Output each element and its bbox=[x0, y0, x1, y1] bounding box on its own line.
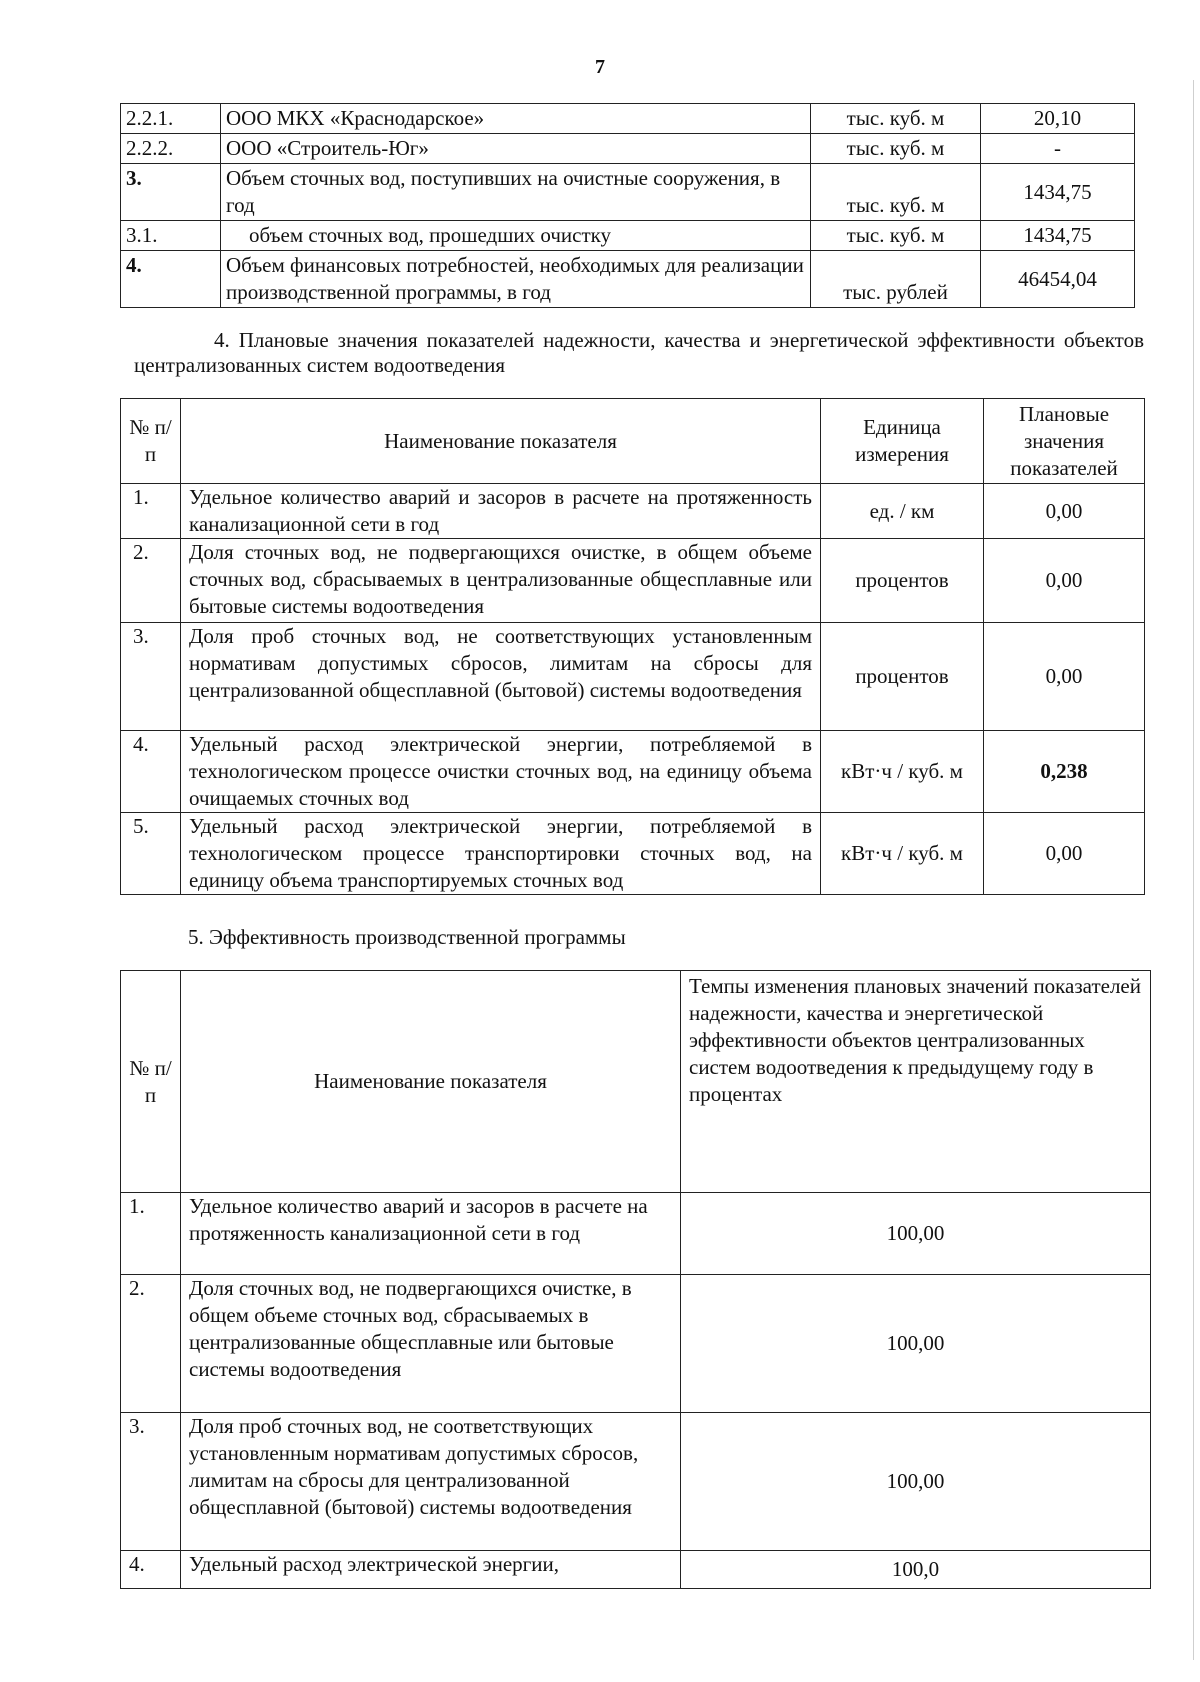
row-name: Удельный расход электрической энергии, потребляемой в технологическом процессе транспортировки сточных вод, на единицу объема транспортируемых сточных вод bbox=[181, 813, 821, 895]
table-row bbox=[121, 731, 1145, 813]
efficiency-table bbox=[120, 970, 1151, 1589]
table-row bbox=[121, 539, 1145, 623]
row-value: 0,238 bbox=[984, 731, 1145, 813]
row-value: 100,00 bbox=[681, 1275, 1151, 1413]
table-row bbox=[121, 1275, 1151, 1413]
row-number: 2.2.2. bbox=[121, 134, 221, 164]
row-value: 46454,04 bbox=[981, 251, 1135, 308]
header-number: № п/п bbox=[121, 399, 181, 484]
row-name: Удельный расход электрической энергии, потребляемой в технологическом процессе очистки сточных вод, на единицу объема очищаемых сточных вод bbox=[181, 731, 821, 813]
scan-edge-line bbox=[1193, 80, 1194, 1660]
row-unit: тыс. куб. м bbox=[811, 134, 981, 164]
table-header-row bbox=[121, 399, 1145, 484]
table-row bbox=[121, 1551, 1151, 1589]
row-number: 4. bbox=[121, 731, 181, 813]
row-value: 100,00 bbox=[681, 1193, 1151, 1275]
table-row bbox=[121, 813, 1145, 895]
row-number: 2.2.1. bbox=[121, 104, 221, 134]
row-name: Доля сточных вод, не подвергающихся очистке, в общем объеме сточных вод, сбрасываемых в централизованные общесплавные или бытовые системы водоотведения bbox=[181, 539, 821, 623]
row-value: 1434,75 bbox=[981, 164, 1135, 221]
row-value: 0,00 bbox=[984, 484, 1145, 539]
table-row bbox=[121, 251, 1135, 308]
row-number: 5. bbox=[121, 813, 181, 895]
row-unit: кВт·ч / куб. м bbox=[821, 813, 984, 895]
row-number: 3.1. bbox=[121, 221, 221, 251]
row-name: Удельный расход электрической энергии, bbox=[181, 1551, 681, 1589]
row-name: Доля проб сточных вод, не соответствующих установленным нормативам допустимых сбросов, лимитам на сбросы для централизованной общесплавной (бытовой) системы водоотведения bbox=[181, 1413, 681, 1551]
row-value: 20,10 bbox=[981, 104, 1135, 134]
table-row bbox=[121, 1193, 1151, 1275]
row-number: 1. bbox=[121, 1193, 181, 1275]
table-row bbox=[121, 484, 1145, 539]
section-5-heading: 5. Эффективность производственной программы bbox=[188, 925, 626, 949]
table-row bbox=[121, 134, 1135, 164]
table-header-row bbox=[121, 971, 1151, 1193]
row-number: 3. bbox=[121, 1413, 181, 1551]
table-row bbox=[121, 221, 1135, 251]
row-name: ООО «Строитель-Юг» bbox=[221, 134, 811, 164]
row-value: 0,00 bbox=[984, 539, 1145, 623]
row-name: Объем финансовых потребностей, необходимых для реализации производственной программы, в год bbox=[221, 251, 811, 308]
header-value: Плановые значения показателей bbox=[984, 399, 1145, 484]
row-name: объем сточных вод, прошедших очистку bbox=[221, 221, 811, 251]
row-number: 2. bbox=[121, 539, 181, 623]
volumes-table bbox=[120, 103, 1135, 308]
row-unit: тыс. рублей bbox=[811, 251, 981, 308]
row-unit: тыс. куб. м bbox=[811, 104, 981, 134]
indicators-table bbox=[120, 398, 1145, 895]
table-row bbox=[121, 164, 1135, 221]
header-name: Наименование показателя bbox=[181, 971, 681, 1193]
row-number: 4. bbox=[121, 251, 221, 308]
row-value: 100,00 bbox=[681, 1413, 1151, 1551]
row-value: - bbox=[981, 134, 1135, 164]
row-name: Удельное количество аварий и засоров в расчете на протяженность канализационной сети в год bbox=[181, 1193, 681, 1275]
row-unit: процентов bbox=[821, 539, 984, 623]
row-value: 100,0 bbox=[681, 1551, 1151, 1589]
table-row bbox=[121, 623, 1145, 731]
row-value: 0,00 bbox=[984, 813, 1145, 895]
row-name: Удельное количество аварий и засоров в расчете на протяженность канализационной сети в год bbox=[181, 484, 821, 539]
header-name: Наименование показателя bbox=[181, 399, 821, 484]
row-number: 2. bbox=[121, 1275, 181, 1413]
row-number: 1. bbox=[121, 484, 181, 539]
row-number: 3. bbox=[121, 164, 221, 221]
row-unit: тыс. куб. м bbox=[811, 164, 981, 221]
page-number: 7 bbox=[595, 56, 605, 78]
row-number: 3. bbox=[121, 623, 181, 731]
row-value: 0,00 bbox=[984, 623, 1145, 731]
row-name: ООО МКХ «Краснодарское» bbox=[221, 104, 811, 134]
header-value: Темпы изменения плановых значений показателей надежности, качества и энергетической эффективности объектов централизованных систем водоотведения к предыдущему году в процентах bbox=[681, 971, 1151, 1193]
row-unit: тыс. куб. м bbox=[811, 221, 981, 251]
row-value: 1434,75 bbox=[981, 221, 1135, 251]
table-row bbox=[121, 1413, 1151, 1551]
row-name: Объем сточных вод, поступивших на очистные сооружения, в год bbox=[221, 164, 811, 221]
row-number: 4. bbox=[121, 1551, 181, 1589]
header-unit: Единица измерения bbox=[821, 399, 984, 484]
header-number: № п/п bbox=[121, 971, 181, 1193]
row-name: Доля сточных вод, не подвергающихся очистке, в общем объеме сточных вод, сбрасываемых в централизованные общесплавные или бытовые системы водоотведения bbox=[181, 1275, 681, 1413]
row-name: Доля проб сточных вод, не соответствующих установленным нормативам допустимых сбросов, лимитам на сбросы для централизованной общесплавной (бытовой) системы водоотведения bbox=[181, 623, 821, 731]
row-unit: процентов bbox=[821, 623, 984, 731]
section-4-heading: 4. Плановые значения показателей надежности, качества и энергетической эффективности объектов централизованных систем водоотведения bbox=[134, 328, 1144, 377]
table-row bbox=[121, 104, 1135, 134]
row-unit: ед. / км bbox=[821, 484, 984, 539]
row-unit: кВт·ч / куб. м bbox=[821, 731, 984, 813]
